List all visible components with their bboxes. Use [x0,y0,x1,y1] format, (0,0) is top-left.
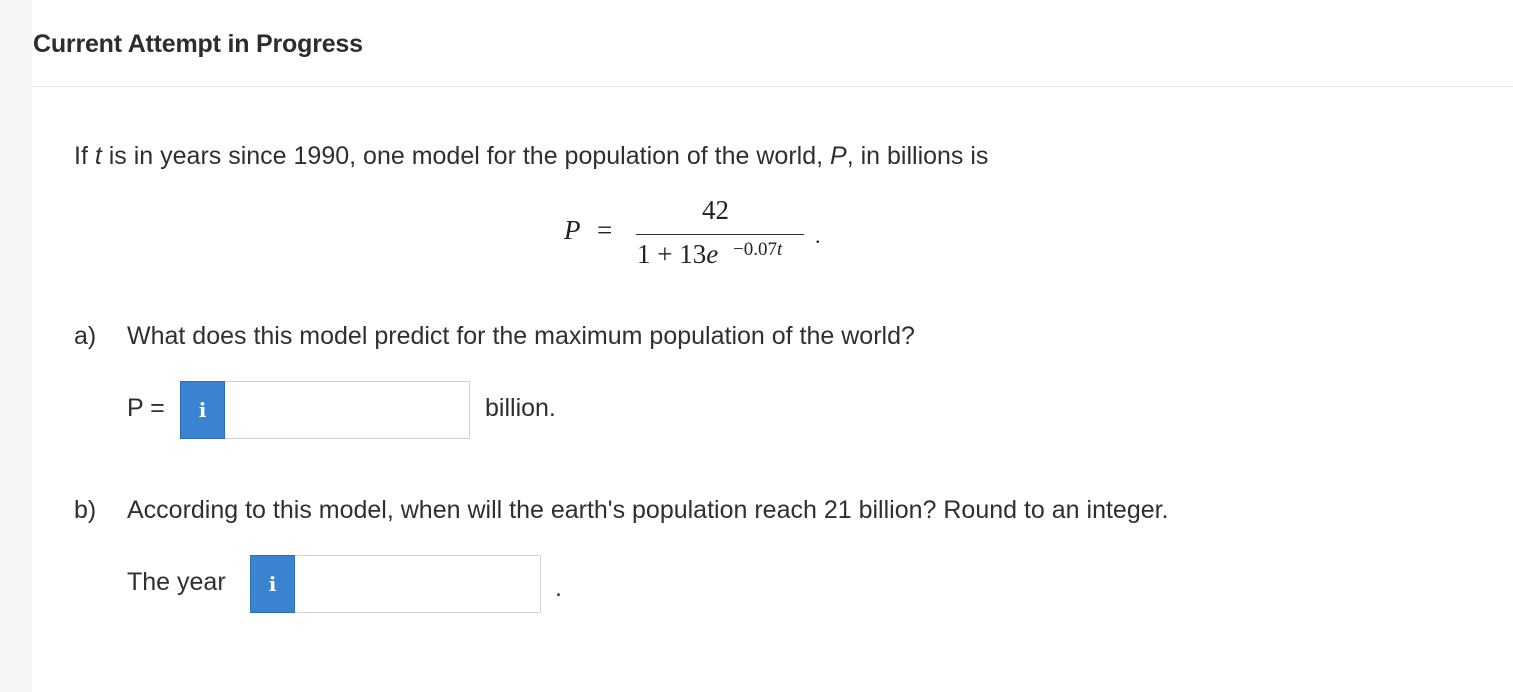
formula-exponent [733,239,782,261]
part-a-question: What does this model predict for the maximum population of the world? [127,322,915,350]
formula-equals: = [597,215,613,245]
formula-numerator: 42 [702,195,729,225]
part-b-info-icon[interactable] [250,555,295,613]
denominator-base: 1 + 13 [637,239,707,269]
part-a-info-icon[interactable] [180,381,225,439]
exponent-var: t [776,239,783,260]
population-formula [560,195,840,275]
part-a-letter: a) [74,322,97,350]
intro-prefix: If [74,142,95,170]
part-a-unit: billion. [485,394,556,422]
formula-denominator [637,239,718,270]
left-gutter [0,0,32,692]
intro-var-t: t [94,142,102,170]
info-glyph: i [198,398,207,422]
intro-suffix: , in billions is [846,142,989,170]
header-divider [32,86,1513,87]
part-b-letter: b) [74,496,97,524]
part-b-question: According to this model, when will the earth's population reach 21 billion? Round to an integer. [127,496,1169,524]
part-a-label: P = [127,394,165,422]
denominator-e: e [706,239,719,269]
exponent-coef: −0.07 [733,239,777,260]
page-title: Current Attempt in Progress [33,30,363,58]
part-b-answer-input[interactable] [295,555,541,613]
intro-var-p: P [830,142,847,170]
part-b-label: The year [127,568,226,596]
formula-lhs: P [564,215,581,245]
fraction-bar [636,234,804,235]
part-a-answer-input[interactable] [225,381,470,439]
info-glyph: i [268,572,277,596]
intro-middle: is in years since 1990, one model for the population of the world, [101,142,831,170]
part-b-trailing: . [555,574,562,602]
problem-intro [74,142,988,171]
formula-period: . [815,223,821,248]
